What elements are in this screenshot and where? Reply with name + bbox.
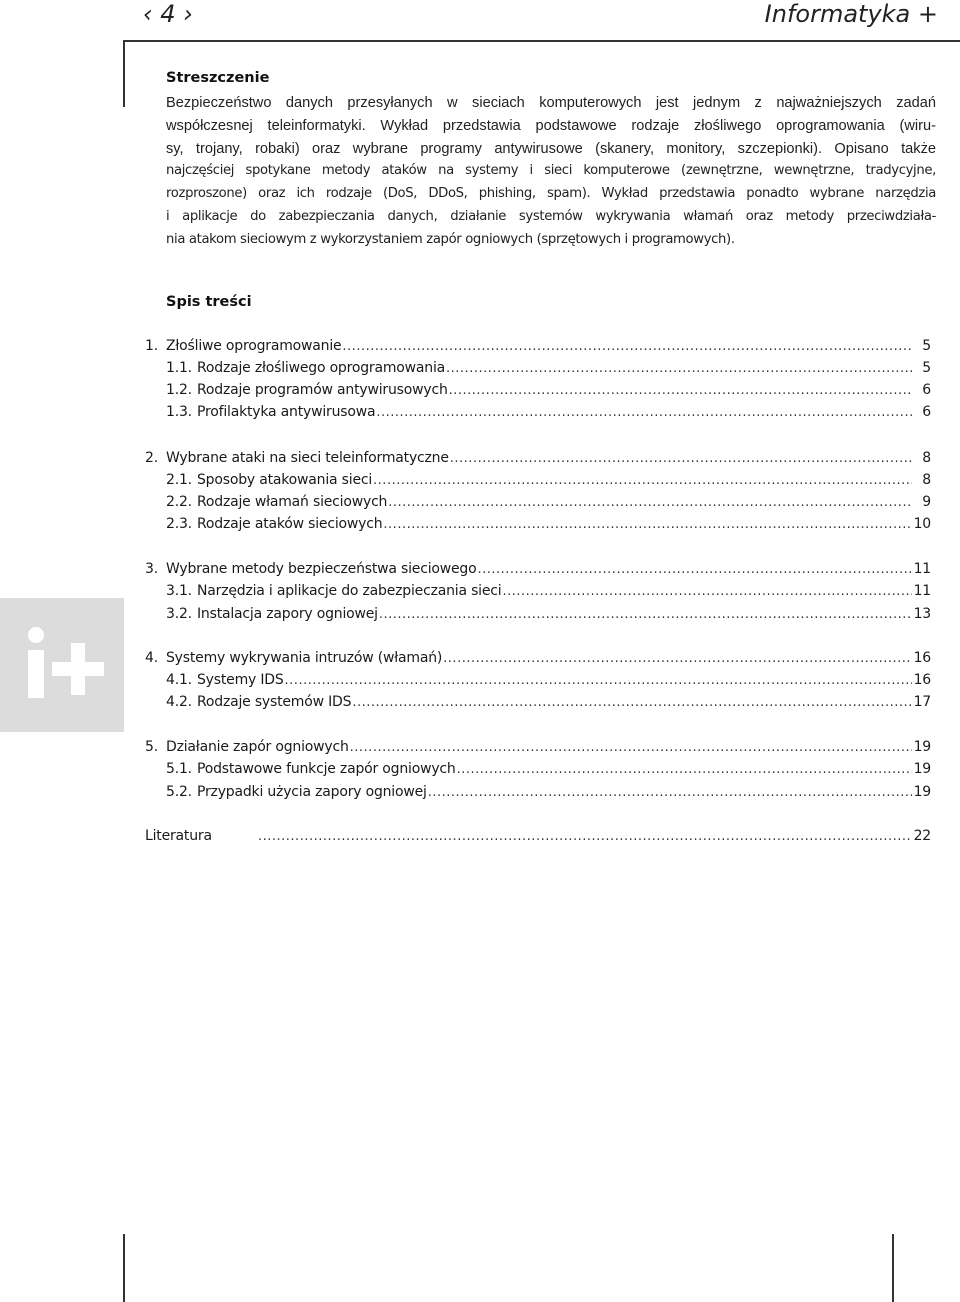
toc-entry-label: Sposoby atakowania sieci: [197, 472, 373, 488]
toc-entry-number: 1.2.: [166, 382, 192, 398]
toc-entry-page: 22: [913, 828, 931, 844]
toc-entry-page: 11: [913, 583, 931, 599]
toc-leader: [446, 361, 912, 376]
toc-entry-label: Profilaktyka antywirusowa: [197, 404, 376, 420]
toc-entry-page: 5: [922, 338, 931, 354]
toc-entry-number: 4.1.: [166, 672, 192, 688]
crop-mark-left: [123, 1234, 125, 1302]
toc-entry[interactable]: [166, 672, 931, 694]
toc-entry-number: 4.2.: [166, 694, 192, 710]
toc-entry-page: 10: [913, 516, 931, 532]
toc-leader: [383, 517, 912, 532]
toc-leader: [379, 607, 912, 622]
abstract-line: współczesnej teleinformatyki. Wykład przedstawia podstawowe rodzaje złośliwego oprogramowania (wiru-: [166, 117, 936, 134]
abstract-body: [166, 92, 936, 252]
toc-entry-label: Literatura: [145, 828, 212, 844]
toc-entry[interactable]: [145, 561, 931, 583]
toc-entry[interactable]: [166, 583, 931, 605]
toc-entry-number: 4.: [145, 650, 158, 666]
toc-entry-page: 19: [913, 761, 931, 777]
toc-entry-label: Przypadki użycia zapory ogniowej: [197, 784, 427, 800]
toc-entry[interactable]: [166, 761, 931, 783]
toc-entry[interactable]: [166, 382, 931, 404]
header-corner-rule: [123, 40, 125, 107]
toc-entry[interactable]: [145, 739, 931, 761]
toc-leader: [449, 383, 912, 398]
toc-entry-page: 16: [913, 650, 931, 666]
toc-leader: [342, 339, 912, 354]
toc-entry-number: 2.3.: [166, 516, 192, 532]
abstract-line: rozproszone) oraz ich rodzaje (DoS, DDoS, phishing, spam). Wykład przedstawia ponadto wybrane narzędzia: [166, 186, 936, 202]
toc-entry-number: 1.: [145, 338, 158, 354]
toc-entry-page: 5: [922, 360, 931, 376]
toc-entry-number: 1.1.: [166, 360, 192, 376]
abstract-heading: Streszczenie: [166, 70, 270, 86]
toc-entry-label: Złośliwe oprogramowanie: [166, 338, 342, 354]
toc-entry-page: 6: [922, 404, 931, 420]
toc-entry-number: 3.: [145, 561, 158, 577]
toc-entry[interactable]: [166, 606, 931, 628]
toc-entry-label: Działanie zapór ogniowych: [166, 739, 349, 755]
toc-leader: [388, 495, 912, 510]
toc-heading: Spis treści: [166, 294, 252, 310]
toc-entry-number: 5.: [145, 739, 158, 755]
toc-entry-number: 3.2.: [166, 606, 192, 622]
toc-leader: [352, 695, 912, 710]
toc-entry-number: 2.2.: [166, 494, 192, 510]
toc-entry-page: 8: [922, 450, 931, 466]
header-rule: [124, 40, 960, 42]
toc-entry-label: Systemy wykrywania intruzów (włamań): [166, 650, 443, 666]
page-number: ‹ 4 ›: [143, 0, 193, 28]
toc-leader: [457, 762, 912, 777]
toc-leader: [477, 562, 912, 577]
toc-entry[interactable]: [145, 450, 931, 472]
toc-entry-label: Rodzaje systemów IDS: [197, 694, 352, 710]
toc-entry-label: Wybrane metody bezpieczeństwa sieciowego: [166, 561, 477, 577]
toc-entry-number: 5.2.: [166, 784, 192, 800]
toc-entry-page: 11: [913, 561, 931, 577]
toc-entry-number: 5.1.: [166, 761, 192, 777]
toc-entry-page: 19: [913, 739, 931, 755]
toc-leader: [502, 584, 912, 599]
toc-entry[interactable]: [166, 784, 931, 806]
iplus-logo: [0, 598, 124, 732]
abstract-line: Bezpieczeństwo danych przesyłanych w sieciach komputerowych jest jednym z najważniejszych zadań: [166, 95, 936, 111]
toc-entry-label: Rodzaje ataków sieciowych: [197, 516, 383, 532]
toc-entry[interactable]: [166, 360, 931, 382]
iplus-logo-mark: [0, 598, 124, 732]
toc-entry-label: Narzędzia i aplikacje do zabezpieczania sieci: [197, 583, 502, 599]
abstract-line: sy, trojany, robaki) oraz wybrane programy antywirusowe (skanery, monitory, szczepionki). Opisano także: [166, 140, 936, 157]
toc-entry[interactable]: [166, 404, 931, 426]
abstract-line: i aplikacje do zabezpieczania danych, działanie systemów wykrywania włamań oraz metody przeciwdziała-: [166, 208, 936, 224]
toc-entry-label: Systemy IDS: [197, 672, 284, 688]
toc-leader: [258, 829, 912, 844]
toc-leader: [350, 740, 912, 755]
toc-entry[interactable]: [166, 494, 931, 516]
toc-leader: [373, 473, 912, 488]
toc-entry-page: 17: [913, 694, 931, 710]
toc-entry-page: 6: [922, 382, 931, 398]
toc-entry-page: 13: [913, 606, 931, 622]
toc-leader: [285, 673, 912, 688]
toc-entry-label: Rodzaje złośliwego oprogramowania: [197, 360, 446, 376]
toc-entry-number: 1.3.: [166, 404, 192, 420]
toc-entry-page: 19: [913, 784, 931, 800]
series-title: Informatyka +: [764, 0, 938, 28]
toc-entry[interactable]: [145, 828, 931, 850]
toc-entry[interactable]: [166, 516, 931, 538]
toc-entry-number: 2.1.: [166, 472, 192, 488]
toc-leader: [428, 785, 912, 800]
abstract-line: najczęściej spotykane metody ataków na systemy i sieci komputerowe (zewnętrzne, wewnętrzne, tradycyjne,: [166, 163, 936, 179]
toc-entry-label: Wybrane ataki na sieci teleinformatyczne: [166, 450, 449, 466]
toc-entry-label: Instalacja zapory ogniowej: [197, 606, 378, 622]
toc-entry-label: Podstawowe funkcje zapór ogniowych: [197, 761, 456, 777]
toc-entry-number: 2.: [145, 450, 158, 466]
toc-entry-number: 3.1.: [166, 583, 192, 599]
abstract-line: nia atakom sieciowym z wykorzystaniem zapór ogniowych (sprzętowych i programowych).: [166, 231, 735, 247]
toc-leader: [376, 405, 912, 420]
toc-entry[interactable]: [166, 694, 931, 716]
toc-entry[interactable]: [166, 472, 931, 494]
toc-entry-page: 9: [922, 494, 931, 510]
toc-leader: [443, 651, 912, 666]
toc-entry[interactable]: [145, 338, 931, 360]
toc-entry-page: 8: [922, 472, 931, 488]
toc-entry-label: Rodzaje włamań sieciowych: [197, 494, 388, 510]
toc-entry[interactable]: [145, 650, 931, 672]
toc-entry-label: Rodzaje programów antywirusowych: [197, 382, 448, 398]
crop-mark-right: [892, 1234, 894, 1302]
toc-entry-page: 16: [913, 672, 931, 688]
toc-leader: [450, 451, 912, 466]
